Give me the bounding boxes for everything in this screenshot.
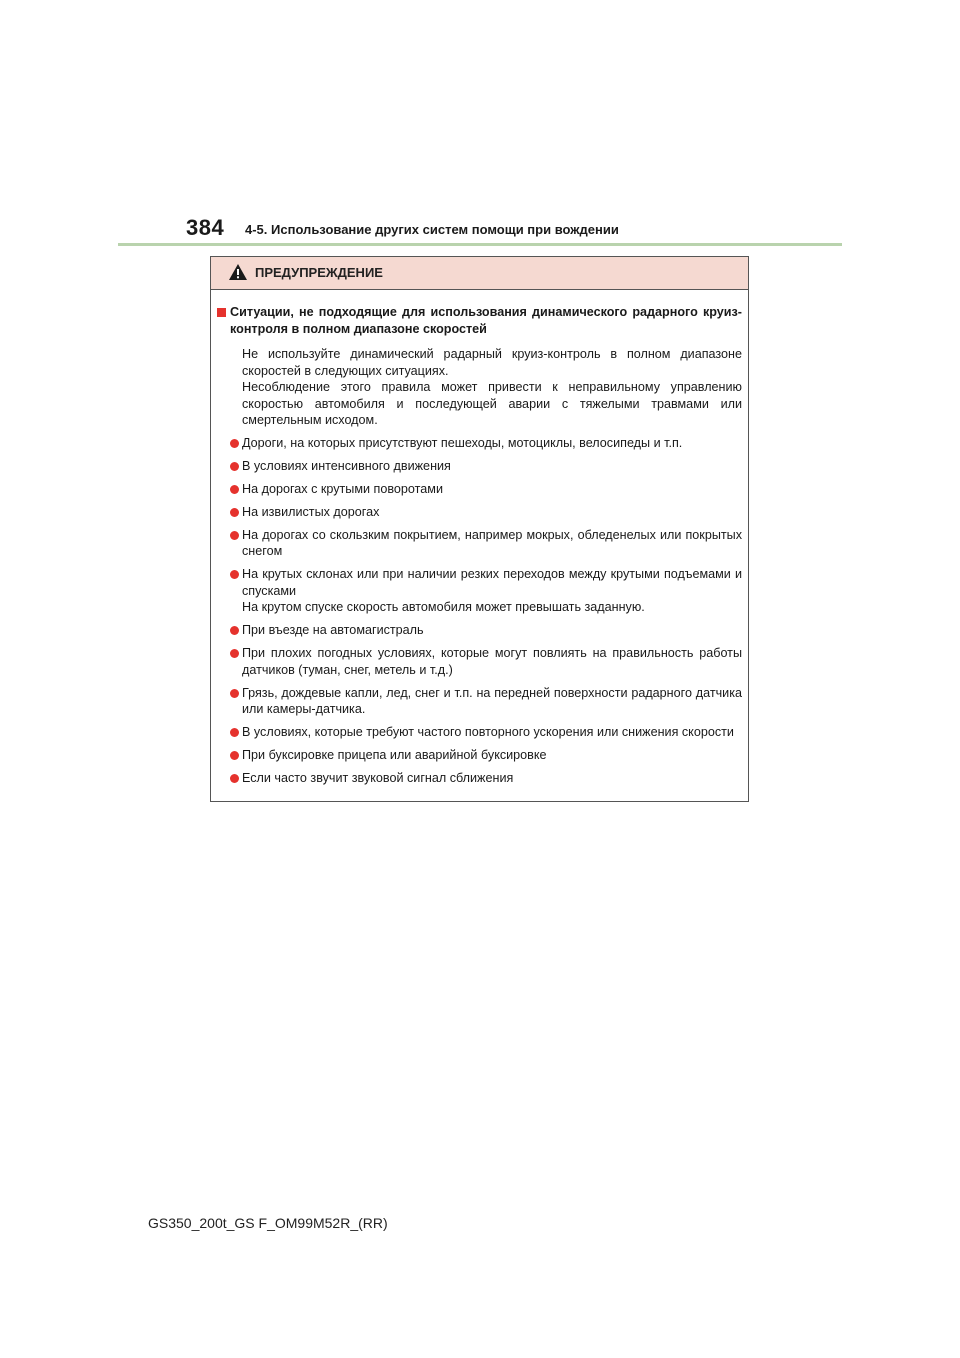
list-item-text: В условиях интенсивного движения: [242, 458, 451, 473]
list-item-text: При въезде на автомагистраль: [242, 623, 424, 637]
list-item-text: На дорогах со скользким покрытием, например мокрых, обледенелых или покрытых снегом: [242, 527, 742, 558]
list-item: [217, 770, 742, 787]
warning-body: [211, 290, 748, 787]
list-item: [217, 481, 742, 498]
list-item-text: Грязь, дождевые капли, лед, снег и т.п. на передней поверхности радарного датчика или камеры-датчика.: [242, 685, 742, 716]
list-item-text: При буксировке прицепа или аварийной буксировке: [242, 748, 547, 762]
warning-subheading-text: Ситуации, не подходящие для использования динамического радарного круиз-контроля в полном диапазоне скоростей: [230, 305, 742, 336]
round-bullet-icon: [230, 439, 239, 448]
warning-intro-text-2: Несоблюдение этого правила может привести к неправильному управлению скоростью автомобиля и последующей аварии с тяжелыми травмами или смертельным исходом.: [242, 380, 742, 427]
situation-list: [217, 435, 742, 787]
warning-triangle-icon: [228, 263, 248, 281]
round-bullet-icon: [230, 774, 239, 783]
square-bullet-icon: [217, 308, 226, 317]
section-title: 4-5. Использование других систем помощи при вождении: [245, 222, 619, 237]
list-item: [217, 645, 742, 678]
list-item: [217, 504, 742, 521]
round-bullet-icon: [230, 570, 239, 579]
list-item: [217, 458, 742, 475]
warning-intro: [217, 346, 742, 429]
header-divider: [118, 243, 842, 246]
list-item-text: На крутых склонах или при наличии резких переходов между крутыми подъемами и спусками: [242, 567, 742, 598]
list-item-text: Дороги, на которых присутствуют пешеходы, мотоциклы, велосипеды и т.п.: [242, 435, 683, 450]
round-bullet-icon: [230, 485, 239, 494]
round-bullet-icon: [230, 531, 239, 540]
list-item: [217, 685, 742, 718]
list-item: [217, 724, 742, 741]
list-item-text: В условиях, которые требуют частого повторного ускорения или снижения скорости: [242, 725, 734, 739]
round-bullet-icon: [230, 508, 239, 517]
round-bullet-icon: [230, 728, 239, 737]
list-item: [217, 747, 742, 764]
warning-subheading: [217, 304, 742, 337]
round-bullet-icon: [230, 626, 239, 635]
list-item: [217, 622, 742, 639]
round-bullet-icon: [230, 751, 239, 760]
warning-box: [210, 256, 749, 802]
list-item-text: На дорогах с крутыми поворотами: [242, 481, 443, 496]
round-bullet-icon: [230, 462, 239, 471]
list-item: [217, 527, 742, 560]
round-bullet-icon: [230, 689, 239, 698]
list-item-text: Если часто звучит звуковой сигнал сближения: [242, 771, 514, 785]
list-item-text: При плохих погодных условиях, которые могут повлиять на правильность работы датчиков (туман, снег, метель и т.д.): [242, 646, 742, 677]
list-item-note: На крутом спуске скорость автомобиля может превышать заданную.: [242, 600, 645, 614]
list-item-text: На извилистых дорогах: [242, 504, 380, 519]
round-bullet-icon: [230, 649, 239, 658]
warning-header-label: ПРЕДУПРЕЖДЕНИЕ: [255, 265, 383, 280]
list-item: [217, 566, 742, 616]
warning-header: [211, 257, 748, 290]
page-number: 384: [186, 215, 225, 240]
document-footer-code: GS350_200t_GS F_OM99M52R_(RR): [148, 1215, 388, 1231]
list-item: [217, 435, 742, 452]
warning-intro-text-1: Не используйте динамический радарный круиз-контроль в полном диапазоне скоростей в следующих ситуациях.: [242, 347, 742, 378]
